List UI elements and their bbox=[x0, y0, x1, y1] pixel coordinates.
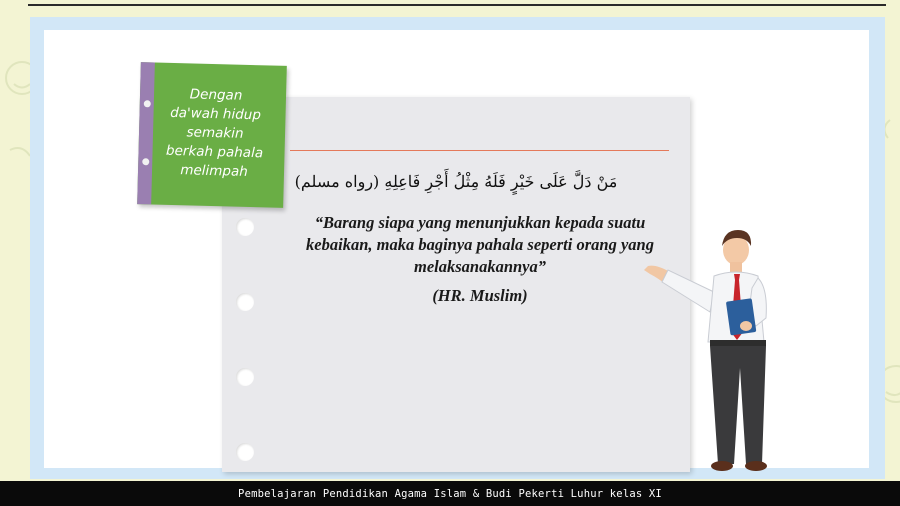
note-line: semakin bbox=[186, 124, 244, 142]
note-line: berkah pahala bbox=[165, 142, 264, 162]
footer-bar bbox=[0, 481, 900, 506]
hadith-source: (HR. Muslim) bbox=[432, 286, 528, 305]
sticky-note-text bbox=[152, 84, 278, 182]
note-binding-hole bbox=[144, 100, 151, 107]
note-line: Dengan bbox=[189, 86, 243, 104]
note-line: da'wah hidup bbox=[169, 104, 262, 124]
teacher-pointing-icon bbox=[640, 228, 780, 473]
notebook-paper bbox=[222, 97, 690, 472]
footer-title: Pembelajaran Pendidikan Agama Islam & Budi Pekerti Luhur kelas XI bbox=[238, 488, 662, 500]
binder-hole bbox=[236, 293, 254, 311]
binder-hole bbox=[236, 368, 254, 386]
note-line: melimpah bbox=[180, 162, 249, 180]
hadith-translation: “Barang siapa yang menunjukkan kepada suatu kebaikan, maka baginya pahala seperti orang yang melaksanakannya” bbox=[306, 213, 654, 276]
binder-hole bbox=[236, 443, 254, 461]
hadith-arabic-text: مَنْ دَلَّ عَلَى خَيْرٍ فَلَهُ مِثْلُ أَجْرِ فَاعِلِهِ (رواه مسلم) bbox=[294, 172, 618, 191]
paper-rule-line bbox=[290, 150, 669, 151]
note-binding-hole bbox=[142, 158, 149, 165]
binder-hole bbox=[236, 218, 254, 236]
